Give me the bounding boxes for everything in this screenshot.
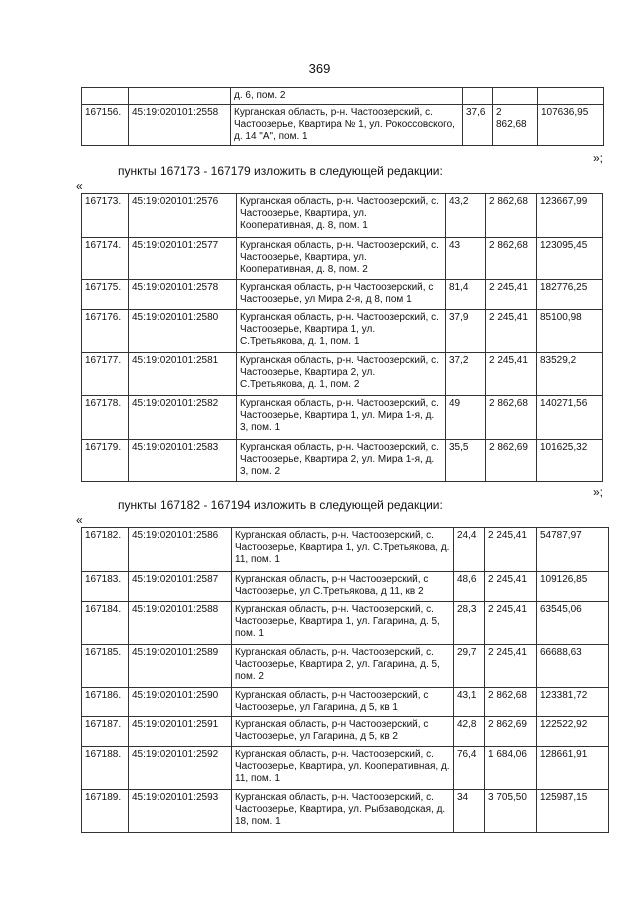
rate-cell: 2 862,68 <box>486 238 537 280</box>
area-cell: 43,1 <box>454 688 485 717</box>
value-cell: 54787,97 <box>537 528 609 572</box>
area-cell: 76,4 <box>454 747 485 790</box>
value-cell <box>538 88 604 105</box>
cadastral-number-cell: 45:19:020101:2578 <box>129 280 237 310</box>
address-cell: Курганская область, р-н Частоозерский, с Частоозерье, ул Гагарина, д 5, кв 2 <box>232 717 454 747</box>
table-row <box>82 353 603 396</box>
cadastral-number-cell: 45:19:020101:2593 <box>129 790 232 833</box>
rate-cell: 2 862,68 <box>485 688 537 717</box>
row-number-cell: 167189. <box>82 790 129 833</box>
address-cell: Курганская область, р-н Частоозерский, с Частоозерье, ул Гагарина, д 5, кв 1 <box>232 688 454 717</box>
area-cell: 49 <box>446 396 486 440</box>
cadastral-number-cell: 45:19:020101:2581 <box>129 353 237 396</box>
value-cell: 140271,56 <box>537 396 603 440</box>
area-cell: 34 <box>454 790 485 833</box>
area-cell: 48,6 <box>454 572 485 602</box>
opening-quote-1: « <box>76 179 83 193</box>
value-cell: 123381,72 <box>537 688 609 717</box>
area-cell: 24,4 <box>454 528 485 572</box>
row-number-cell: 167184. <box>82 602 129 645</box>
instruction-paragraph-2: пункты 167182 - 167194 изложить в следующей редакции: <box>118 498 443 512</box>
cadastral-number-cell: 45:19:020101:2590 <box>129 688 232 717</box>
cadastral-number-cell: 45:19:020101:2576 <box>129 194 237 238</box>
table-row <box>82 280 603 310</box>
address-cell: Курганская область, р-н. Частоозерский, с. Частоозерье, Квартира 2, ул. С.Третьякова, д. 1, пом. 2 <box>237 353 446 396</box>
table-row <box>82 396 603 440</box>
area-cell: 43,2 <box>446 194 486 238</box>
rate-cell: 2 245,41 <box>485 572 537 602</box>
area-cell: 29,7 <box>454 645 485 688</box>
value-cell: 123095,45 <box>537 238 603 280</box>
rate-cell <box>493 88 538 105</box>
row-number-cell: 167156. <box>82 105 129 146</box>
cadastral-number-cell: 45:19:020101:2558 <box>129 105 231 146</box>
rate-cell: 2 245,41 <box>485 528 537 572</box>
row-number-cell: 167175. <box>82 280 129 310</box>
table-row <box>82 440 603 482</box>
address-cell: Курганская область, р-н. Частоозерский, с. Частоозерье, Квартира, ул. Кооперативная, д. 8, пом. 2 <box>237 238 446 280</box>
address-cell: Курганская область, р-н. Частоозерский, с. Частоозерье, Квартира, ул. Кооперативная, д. 8, пом. 1 <box>237 194 446 238</box>
row-number-cell: 167176. <box>82 310 129 353</box>
cadastral-number-cell: 45:19:020101:2588 <box>129 602 232 645</box>
area-cell: 43 <box>446 238 486 280</box>
cadastral-number-cell: 45:19:020101:2586 <box>129 528 232 572</box>
address-cell: Курганская область, р-н Частоозерский, с Частоозерье, ул С.Третьякова, д 11, кв 2 <box>232 572 454 602</box>
value-cell: 101625,32 <box>537 440 603 482</box>
address-cell: Курганская область, р-н. Частоозерский, с. Частоозерье, Квартира, ул. Кооперативная, д. 11, пом. 1 <box>232 747 454 790</box>
closing-quote-1: »; <box>593 151 604 165</box>
address-cell: Курганская область, р-н. Частоозерский, с. Частоозерье, Квартира 2, ул. Гагарина, д. 5, пом. 2 <box>232 645 454 688</box>
address-cell: Курганская область, р-н. Частоозерский, с. Частоозерье, Квартира 1, ул. С.Третьякова, д. 11, пом. 1 <box>232 528 454 572</box>
rate-cell: 3 705,50 <box>485 790 537 833</box>
address-cell: Курганская область, р-н. Частоозерский, с. Частоозерье, Квартира 2, ул. Мира 1-я, д. 3, пом. 2 <box>237 440 446 482</box>
table-row <box>82 528 609 572</box>
table-row <box>82 790 609 833</box>
row-number-cell: 167187. <box>82 717 129 747</box>
instruction-paragraph-1: пункты 167173 - 167179 изложить в следующей редакции: <box>118 164 443 178</box>
rate-cell: 2 245,41 <box>486 353 537 396</box>
address-cell: Курганская область, р-н. Частоозерский, с. Частоозерье, Квартира 1, ул. Гагарина, д. 5, пом. 1 <box>232 602 454 645</box>
table-row <box>82 105 604 146</box>
value-cell: 123667,99 <box>537 194 603 238</box>
cadastral-number-cell: 45:19:020101:2589 <box>129 645 232 688</box>
rate-cell: 2 862,68 <box>486 396 537 440</box>
address-cell: Курганская область, р-н. Частоозерский, с. Частоозерье, Квартира 1, ул. Мира 1-я, д. 3, пом. 1 <box>237 396 446 440</box>
cadastral-number-cell: 45:19:020101:2587 <box>129 572 232 602</box>
cadastral-number-cell: 45:19:020101:2583 <box>129 440 237 482</box>
page-number: 369 <box>308 61 331 76</box>
rate-cell: 2 245,41 <box>486 280 537 310</box>
table-row <box>82 88 604 105</box>
rate-cell: 2 862,69 <box>485 717 537 747</box>
table-row <box>82 310 603 353</box>
table-row <box>82 747 609 790</box>
cadastral-number-cell: 45:19:020101:2577 <box>129 238 237 280</box>
opening-quote-2: « <box>76 513 83 527</box>
table-row <box>82 717 609 747</box>
area-cell: 35,5 <box>446 440 486 482</box>
table-row <box>82 238 603 280</box>
row-number-cell: 167186. <box>82 688 129 717</box>
value-cell: 107636,95 <box>538 105 604 146</box>
table-row <box>82 572 609 602</box>
address-cell: д. 6, пом. 2 <box>231 88 463 105</box>
table-top-fragment <box>81 87 604 146</box>
value-cell: 83529,2 <box>537 353 603 396</box>
row-number-cell: 167182. <box>82 528 129 572</box>
row-number-cell: 167174. <box>82 238 129 280</box>
table-row <box>82 645 609 688</box>
address-cell: Курганская область, р-н. Частоозерский, с. Частоозерье, Квартира № 1, ул. Рокоссовского, д. 14 "А", пом. 1 <box>231 105 463 146</box>
row-number-cell: 167177. <box>82 353 129 396</box>
value-cell: 122522,92 <box>537 717 609 747</box>
table-row <box>82 194 603 238</box>
rate-cell: 2 862,68 <box>493 105 538 146</box>
row-number-cell <box>82 88 129 105</box>
rate-cell: 2 862,69 <box>486 440 537 482</box>
cadastral-number-cell: 45:19:020101:2580 <box>129 310 237 353</box>
rate-cell: 2 245,41 <box>485 645 537 688</box>
value-cell: 182776,25 <box>537 280 603 310</box>
rate-cell: 2 862,68 <box>486 194 537 238</box>
value-cell: 66688,63 <box>537 645 609 688</box>
value-cell: 125987,15 <box>537 790 609 833</box>
table-167173-167179 <box>81 193 603 482</box>
cadastral-number-cell: 45:19:020101:2582 <box>129 396 237 440</box>
closing-quote-2: »; <box>593 485 604 499</box>
value-cell: 85100,98 <box>537 310 603 353</box>
row-number-cell: 167179. <box>82 440 129 482</box>
area-cell: 37,6 <box>463 105 493 146</box>
rate-cell: 2 245,41 <box>485 602 537 645</box>
value-cell: 63545,06 <box>537 602 609 645</box>
area-cell: 37,9 <box>446 310 486 353</box>
value-cell: 128661,91 <box>537 747 609 790</box>
address-cell: Курганская область, р-н. Частоозерский, с. Частоозерье, Квартира, ул. Рыбзаводская, д. 18, пом. 1 <box>232 790 454 833</box>
area-cell: 28,3 <box>454 602 485 645</box>
value-cell: 109126,85 <box>537 572 609 602</box>
area-cell: 42,8 <box>454 717 485 747</box>
cadastral-number-cell <box>129 88 231 105</box>
cadastral-number-cell: 45:19:020101:2591 <box>129 717 232 747</box>
rate-cell: 1 684,06 <box>485 747 537 790</box>
row-number-cell: 167178. <box>82 396 129 440</box>
table-row <box>82 602 609 645</box>
rate-cell: 2 245,41 <box>486 310 537 353</box>
table-167182-167189 <box>81 527 609 833</box>
row-number-cell: 167185. <box>82 645 129 688</box>
address-cell: Курганская область, р-н Частоозерский, с Частоозерье, ул Мира 2-я, д 8, пом 1 <box>237 280 446 310</box>
row-number-cell: 167188. <box>82 747 129 790</box>
area-cell: 37,2 <box>446 353 486 396</box>
address-cell: Курганская область, р-н. Частоозерский, с. Частоозерье, Квартира 1, ул. С.Третьякова, д. 1, пом. 1 <box>237 310 446 353</box>
row-number-cell: 167173. <box>82 194 129 238</box>
cadastral-number-cell: 45:19:020101:2592 <box>129 747 232 790</box>
area-cell: 81,4 <box>446 280 486 310</box>
row-number-cell: 167183. <box>82 572 129 602</box>
area-cell <box>463 88 493 105</box>
table-row <box>82 688 609 717</box>
